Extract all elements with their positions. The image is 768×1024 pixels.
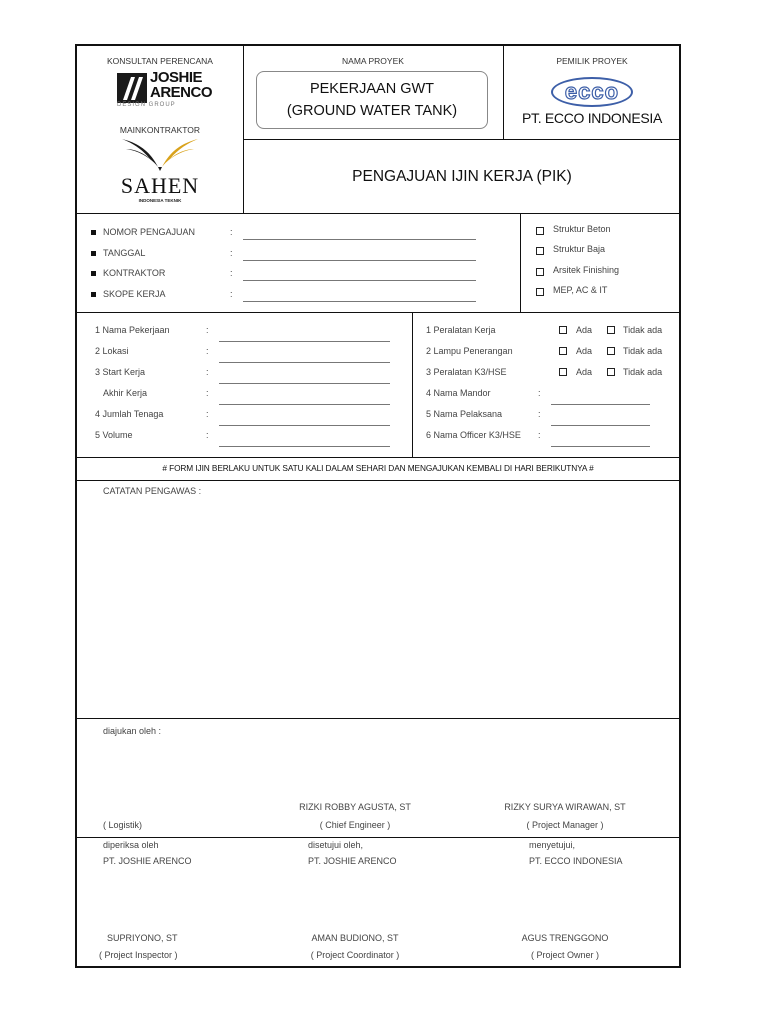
info-label-tanggal: TANGGAL	[103, 248, 146, 258]
nama-pekerjaan-field[interactable]	[219, 341, 390, 342]
header-bottom-line	[75, 213, 681, 214]
detail-sep-r3: :	[538, 430, 541, 440]
logo-sub: DESIGN GROUP	[117, 102, 176, 108]
sig3-name: RIZKY SURYA WIRAWAN, ST	[504, 802, 626, 812]
check-no-3: Tidak ada	[623, 367, 663, 377]
notice-bottom-line	[75, 480, 681, 481]
notice-text: # FORM IJIN BERLAKU UNTUK SATU KALI DALAM SEHARI DAN MENGAJUKAN KEMBALI DI HARI BERIKUTNYA #	[162, 463, 594, 473]
check-label-peralatan-kerja: 1 Peralatan Kerja	[426, 325, 496, 335]
checkbox-peralatan-tidak[interactable]	[607, 326, 615, 334]
bullet-3	[91, 271, 96, 276]
sig2-role: ( Chief Engineer )	[319, 820, 391, 830]
checkbox-struktur-beton[interactable]	[536, 227, 544, 235]
konsultan-label: KONSULTAN PERENCANA	[107, 56, 213, 66]
nomor-field[interactable]	[243, 239, 476, 240]
worktype-label-4: MEP, AC & IT	[553, 285, 608, 295]
sig1-role: ( Logistik)	[103, 820, 143, 830]
form-title: PENGAJUAN IJIN KERJA (PIK)	[352, 168, 572, 185]
info-sep-4: :	[230, 289, 233, 299]
detail-sep-2: :	[206, 346, 209, 356]
detail-label-volume: 5 Volume	[95, 430, 133, 440]
info-sep-2: :	[230, 248, 233, 258]
worktype-label-2: Struktur Baja	[553, 244, 606, 254]
officer-field[interactable]	[551, 446, 650, 447]
col3-company: PT. ECCO INDONESIA	[529, 856, 623, 866]
detail-sep-r1: :	[538, 388, 541, 398]
header-mid-line	[243, 139, 681, 140]
detail-label-mandor: 4 Nama Mandor	[426, 388, 491, 398]
catatan-area[interactable]	[77, 498, 679, 716]
checkbox-k3-tidak[interactable]	[607, 368, 615, 376]
detail-label-jumlah-tenaga: 4 Jumlah Tenaga	[95, 409, 164, 419]
sahen-text: SAHEN	[120, 173, 200, 198]
col1-name: SUPRIYONO, ST	[107, 933, 178, 943]
checkbox-lampu-tidak[interactable]	[607, 347, 615, 355]
detail-label-start-kerja: 3 Start Kerja	[95, 367, 146, 377]
ecco-text: ecco	[564, 79, 620, 104]
info-sep-1: :	[230, 227, 233, 237]
mandor-field[interactable]	[551, 404, 650, 405]
col1-company: PT. JOSHIE ARENCO	[103, 856, 192, 866]
col3-role: ( Project Owner )	[530, 950, 599, 960]
jumlah-tenaga-field[interactable]	[219, 425, 390, 426]
check-label-lampu: 2 Lampu Penerangan	[426, 346, 513, 356]
checkbox-struktur-baja[interactable]	[536, 247, 544, 255]
detail-label-officer: 6 Nama Officer K3/HSE	[426, 430, 521, 440]
check-yes-3: Ada	[576, 367, 593, 377]
detail-label-lokasi: 2 Lokasi	[95, 346, 129, 356]
logo-line2: ARENCO	[150, 84, 213, 101]
checkbox-arsitek-finishing[interactable]	[536, 268, 544, 276]
info-sep-3: :	[230, 268, 233, 278]
info-label-skope: SKOPE KERJA	[103, 289, 166, 299]
sahen-logo	[110, 137, 210, 209]
details-bottom-line	[75, 457, 681, 458]
sig3-role: ( Project Manager )	[526, 820, 604, 830]
detail-sep-4: :	[206, 388, 209, 398]
pemilik-label: PEMILIK PROYEK	[556, 56, 628, 66]
info-label-nomor: NOMOR PENGAJUAN	[103, 227, 196, 237]
project-title-line2: (GROUND WATER TANK)	[286, 103, 458, 119]
ecco-logo	[551, 77, 633, 107]
bullet-4	[91, 292, 96, 297]
pelaksana-field[interactable]	[551, 425, 650, 426]
tanggal-field[interactable]	[243, 260, 476, 261]
check-yes-2: Ada	[576, 346, 593, 356]
bullet-2	[91, 251, 96, 256]
header-divider-left	[243, 44, 244, 214]
worktype-label-1: Struktur Beton	[553, 224, 611, 234]
check-no-1: Tidak ada	[623, 325, 663, 335]
diajukan-label: diajukan oleh :	[103, 726, 162, 736]
col1-role: ( Project Inspector )	[99, 950, 178, 960]
catatan-label: CATATAN PENGAWAS :	[103, 486, 202, 496]
col1-action: diperiksa oleh	[103, 840, 159, 850]
checkbox-lampu-ada[interactable]	[559, 347, 567, 355]
submission-bottom-line	[75, 837, 681, 838]
check-label-k3: 3 Peralatan K3/HSE	[426, 367, 507, 377]
detail-label-pelaksana: 5 Nama Pelaksana	[426, 409, 503, 419]
skope-field[interactable]	[243, 301, 476, 302]
detail-label-akhir-kerja: Akhir Kerja	[103, 388, 148, 398]
checkbox-k3-ada[interactable]	[559, 368, 567, 376]
nama-proyek-label: NAMA PROYEK	[342, 56, 404, 66]
col2-company: PT. JOSHIE ARENCO	[308, 856, 397, 866]
kontraktor-field[interactable]	[243, 280, 476, 281]
lokasi-field[interactable]	[219, 362, 390, 363]
start-kerja-field[interactable]	[219, 383, 390, 384]
col2-name: AMAN BUDIONO, ST	[311, 933, 399, 943]
sig2-name: RIZKI ROBBY AGUSTA, ST	[299, 802, 411, 812]
info-bottom-line	[75, 312, 681, 313]
project-title-line1: PEKERJAAN GWT	[309, 81, 435, 97]
detail-sep-1: :	[206, 325, 209, 335]
project-title-box	[256, 71, 488, 129]
info-label-kontraktor: KONTRAKTOR	[103, 268, 166, 278]
details-divider	[412, 312, 413, 458]
col2-action: disetujui oleh,	[308, 840, 364, 850]
detail-sep-r2: :	[538, 409, 541, 419]
volume-field[interactable]	[219, 446, 390, 447]
worktype-label-3: Arsitek Finishing	[553, 265, 620, 275]
mainkontraktor-label: MAINKONTRAKTOR	[119, 125, 201, 135]
joshie-arenco-logo	[117, 69, 213, 108]
col3-name: AGUS TRENGGONO	[521, 933, 609, 943]
detail-label-nama-pekerjaan: 1 Nama Pekerjaan	[95, 325, 170, 335]
checkbox-mep[interactable]	[536, 288, 544, 296]
col2-role: ( Project Coordinator )	[310, 950, 400, 960]
owner-name: PT. ECCO INDONESIA	[521, 110, 663, 126]
notes-bottom-line	[75, 718, 681, 719]
detail-sep-3: :	[206, 367, 209, 377]
col3-action: menyetujui,	[529, 840, 576, 850]
akhir-kerja-field[interactable]	[219, 404, 390, 405]
info-divider	[520, 213, 521, 313]
bullet-1	[91, 230, 96, 235]
sahen-sub: INDONESIA TEKNIK	[138, 198, 182, 203]
detail-sep-5: :	[206, 409, 209, 419]
checkbox-peralatan-ada[interactable]	[559, 326, 567, 334]
wings-icon	[120, 137, 200, 173]
check-yes-1: Ada	[576, 325, 593, 335]
detail-sep-6: :	[206, 430, 209, 440]
logo-line1: JOSHIE	[150, 69, 203, 86]
check-no-2: Tidak ada	[623, 346, 663, 356]
